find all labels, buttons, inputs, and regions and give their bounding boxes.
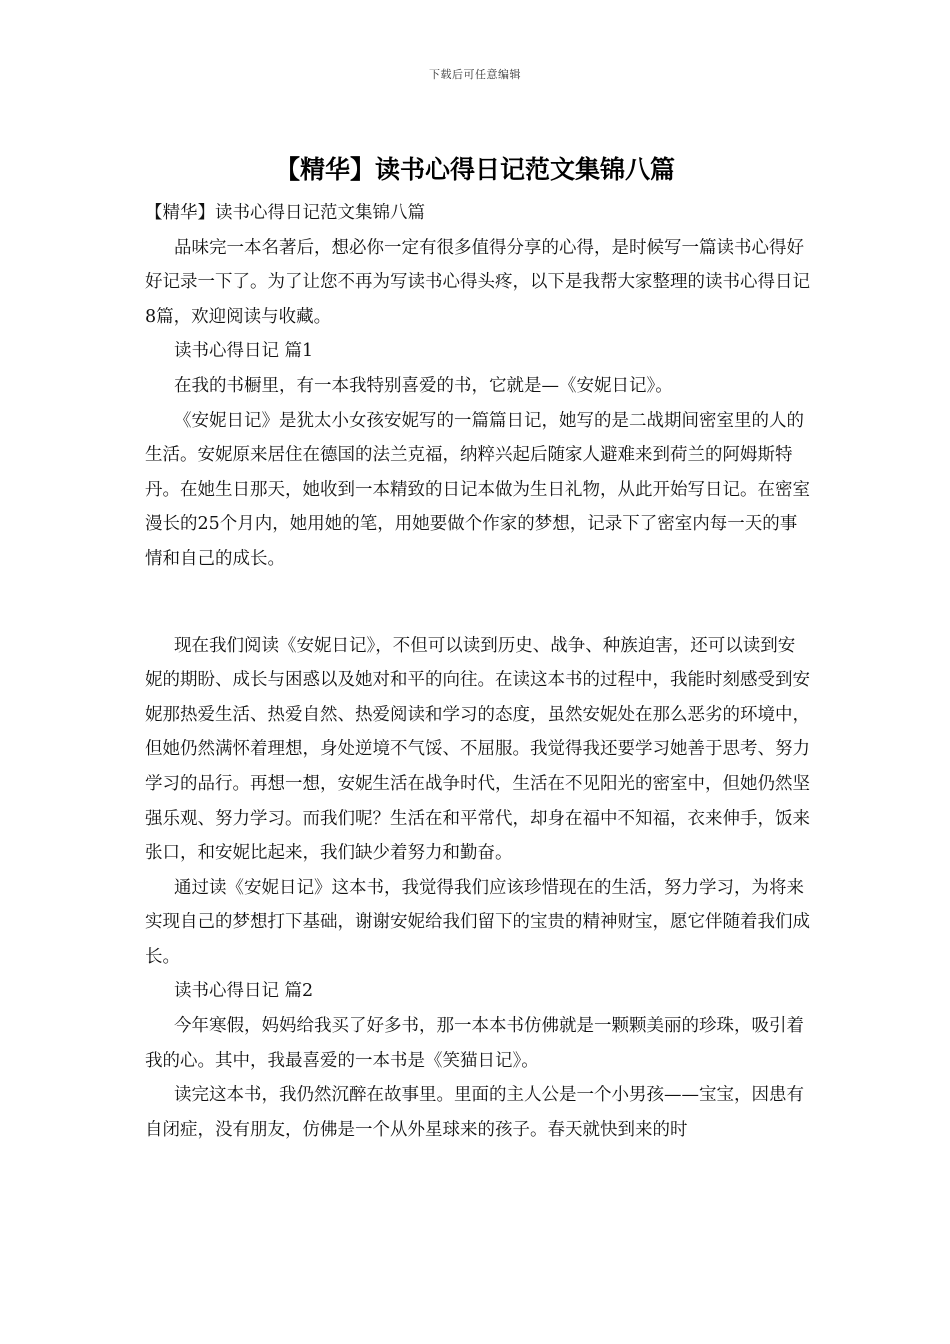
paragraph: 读完这本书，我仍然沉醉在故事里。里面的主人公是一个小男孩——宝宝，因患有自闭症，没有朋友，仿佛是一个从外星球来的孩子。春天就快到来的时 xyxy=(145,1085,804,1140)
paragraph: 在我的书橱里，有一本我特别喜爱的书，它就是—《安妮日记》。 xyxy=(174,375,673,396)
section-heading-2: 读书心得日记 篇2 xyxy=(174,981,314,1002)
paragraph: 现在我们阅读《安妮日记》，不但可以读到历史、战争、种族迫害，还可以读到安妮的期盼、成长与困惑以及她对和平的向往。在读这本书的过程中，我能时刻感受到安妮那热爱生活、热爱自然、热爱阅读和学习的态度，虽然安妮处在那么恶劣的环境中，但她仍然满怀着理想，身处逆境不气馁、不屈服。我觉得我还要学习她善于思考、努力学习的品行。再想一想，安妮生活在战争时代，生活在不见阳光的密室中，但她仍然坚强乐观、努力学习。而我们呢？生活在和平常代，却身在福中不知福，衣来伸手，饭来张口，和安妮比起来，我们缺少着努力和勤奋。 xyxy=(145,635,810,864)
paragraph: 《安妮日记》是犹太小女孩安妮写的一篇篇日记，她写的是二战期间密室里的人的生活。安妮原来居住在德国的法兰克福，纳粹兴起后随家人避难来到荷兰的阿姆斯特丹。在她生日那天，她收到一本精致的日记本做为生日礼物，从此开始写日记。在密室漫长的25个月内，她用她的笔，用她要做个作家的梦想，记录下了密室内每一天的事情和自己的成长。 xyxy=(145,410,810,569)
paragraph: 通过读《安妮日记》这本书，我觉得我们应该珍惜现在的生活，努力学习，为将来实现自己的梦想打下基础，谢谢安妮给我们留下的宝贵的精神财宝，愿它伴随着我们成长。 xyxy=(145,877,810,967)
document-title: 【精华】读书心得日记范文集锦八篇 xyxy=(274,155,675,184)
document-subtitle: 【精华】读书心得日记范文集锦八篇 xyxy=(145,203,425,223)
section-heading-1: 读书心得日记 篇1 xyxy=(174,341,314,362)
paragraph: 今年寒假，妈妈给我买了好多书，那一本本书仿佛就是一颗颗美丽的珍珠，吸引着我的心。其中，我最喜爱的一本书是《笑猫日记》。 xyxy=(145,1016,804,1071)
paragraph-spacer xyxy=(145,577,810,629)
document-body xyxy=(145,196,810,1147)
intro-paragraph: 品味完一本名著后，想必你一定有很多值得分享的心得，是时候写一篇读书心得好好记录一下了。为了让您不再为写读书心得头疼，以下是我帮大家整理的读书心得日记8篇，欢迎阅读与收藏。 xyxy=(145,237,810,327)
header-note: 下载后可任意编辑 xyxy=(429,68,521,81)
